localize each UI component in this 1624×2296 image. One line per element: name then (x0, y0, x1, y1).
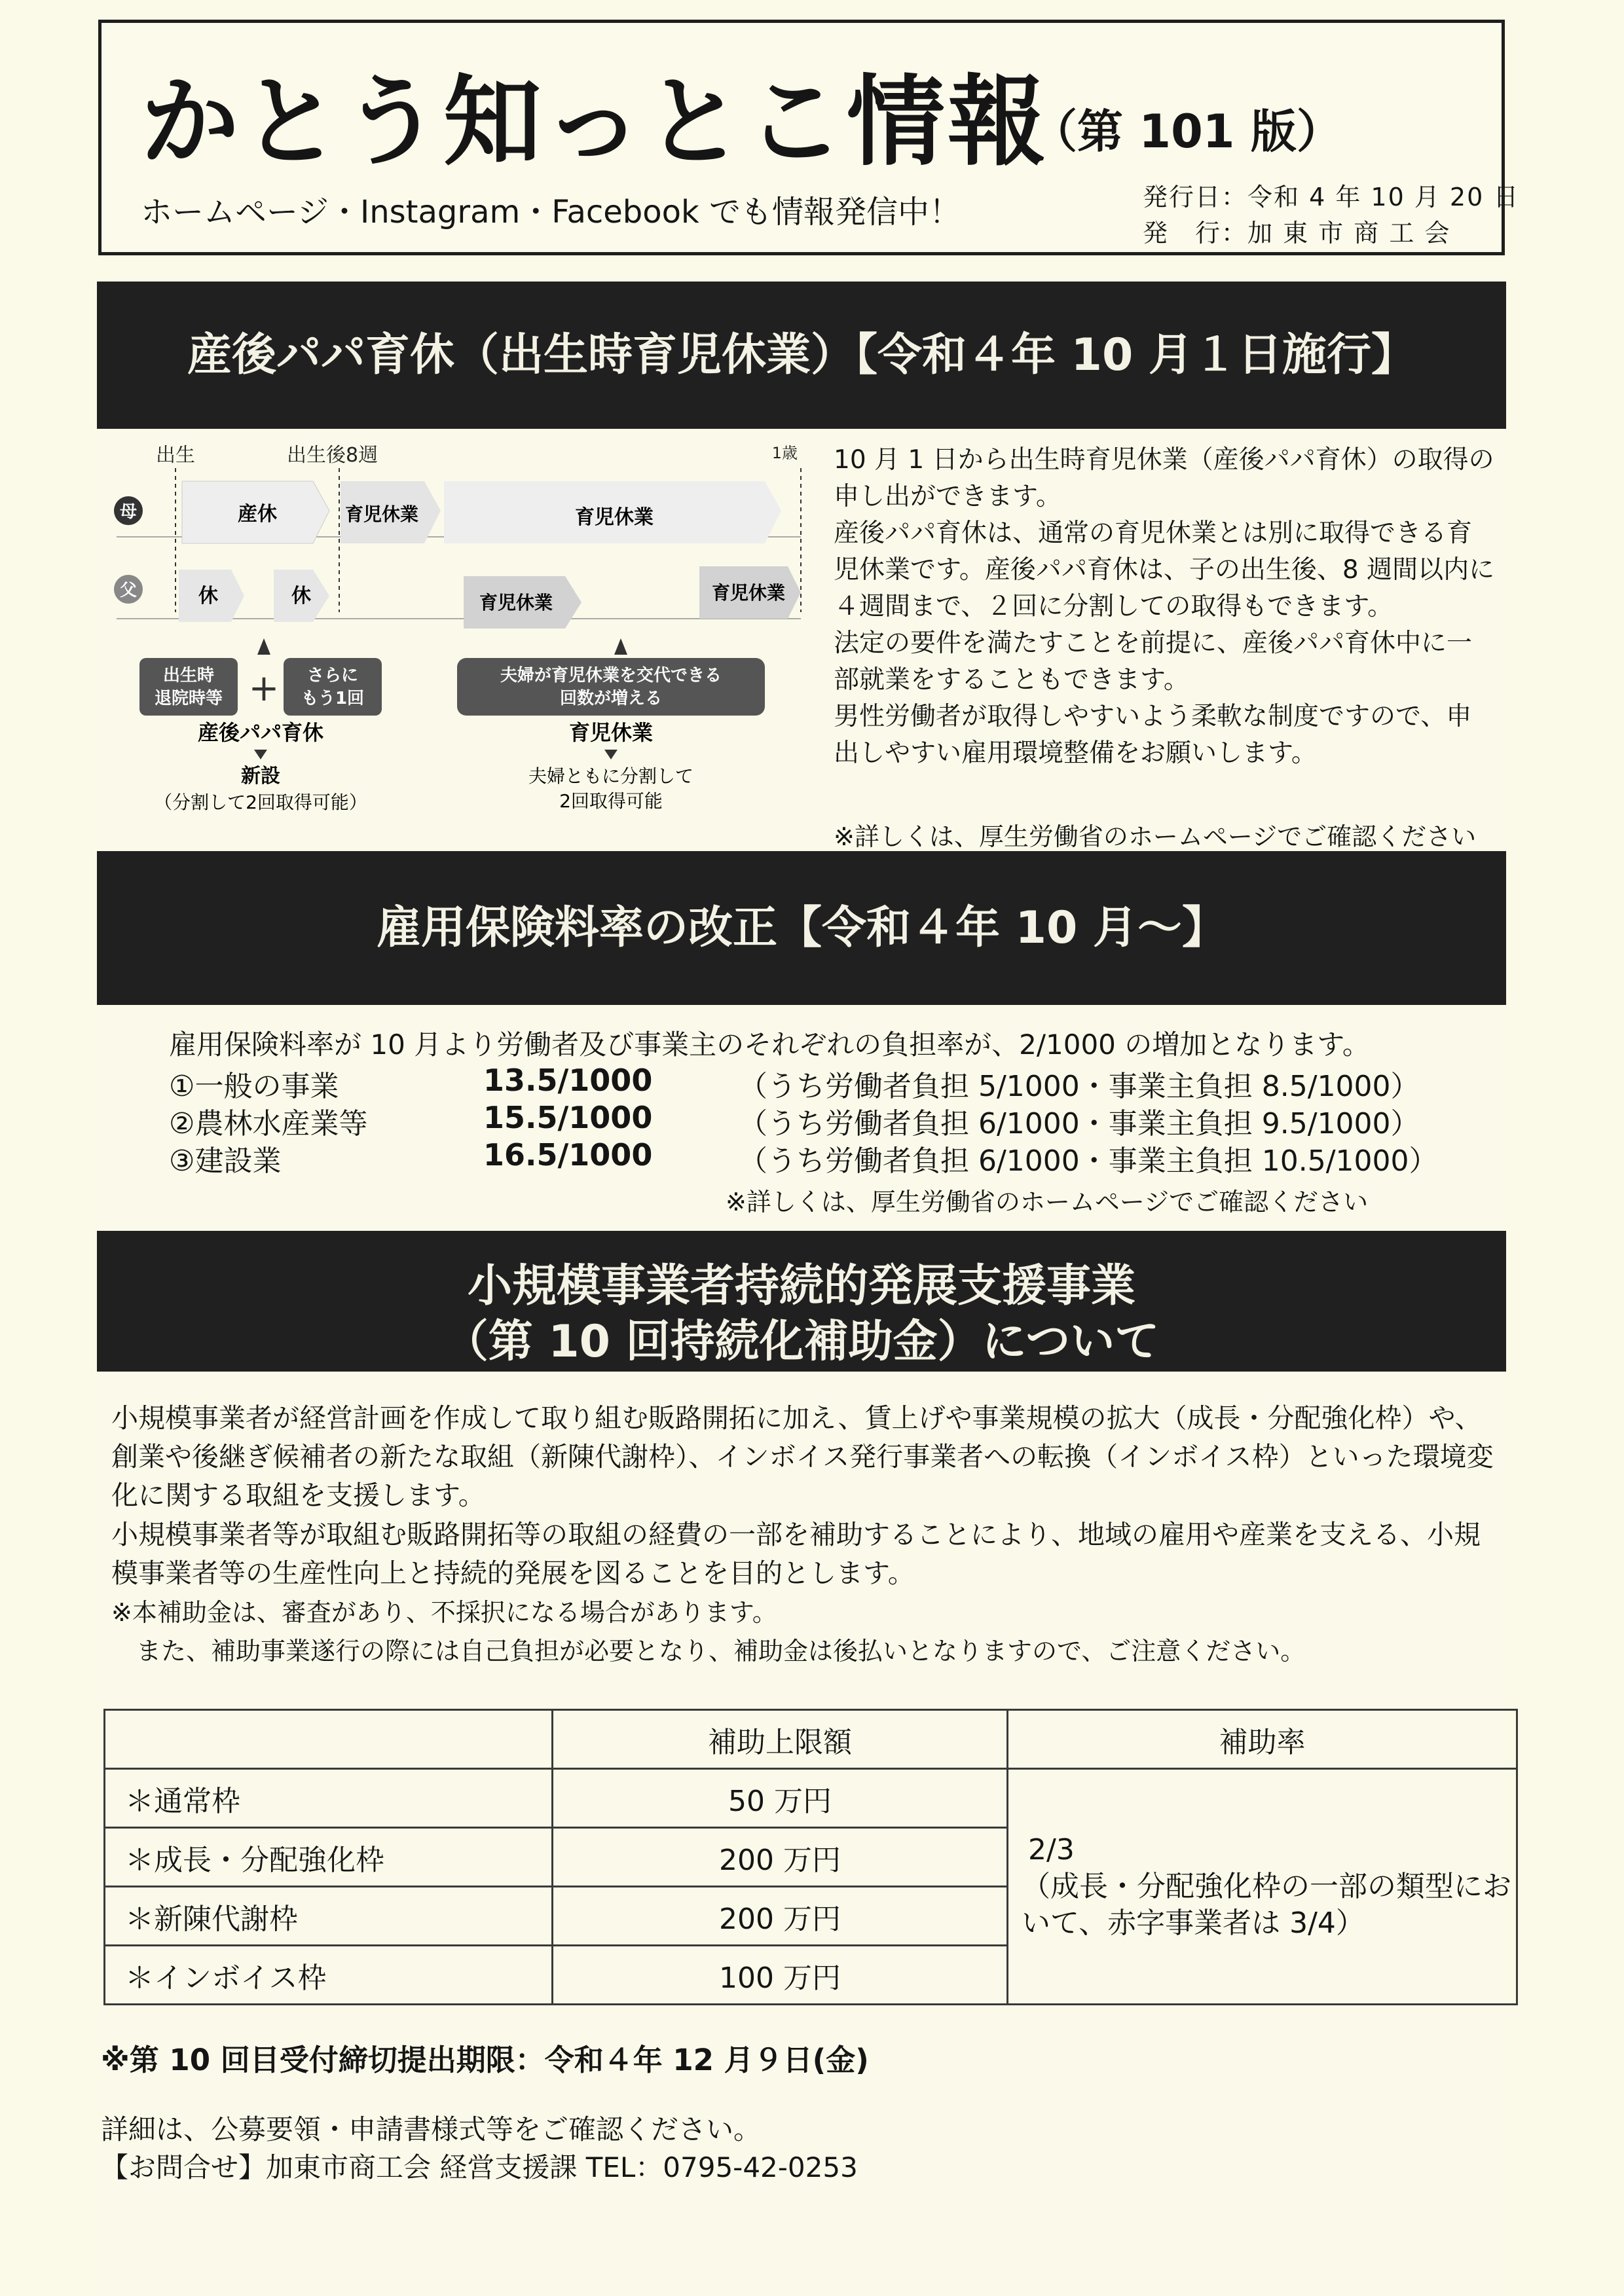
table-cell-name: ＊成長・分配強化枠 (105, 1828, 553, 1887)
couple-note-line1: 夫婦ともに分割して (528, 765, 694, 787)
rate-value: 15.5/1000 (483, 1100, 653, 1135)
rate-detail: （うち労働者負担 5/1000・事業主負担 8.5/1000） (739, 1070, 1420, 1103)
subsidy-note: ※本補助金は、審査があり、不採択になる場合があります。 (111, 1598, 777, 1627)
childcare-2: 育児休業 (575, 506, 654, 529)
table-header-blank (105, 1710, 553, 1769)
section1-text (834, 442, 1495, 772)
tagline: ホームページ・Instagram・Facebook でも情報発信中！ (141, 194, 961, 230)
table-header-limit: 補助上限額 (553, 1710, 1008, 1769)
mother-mark: 母 (119, 502, 138, 522)
contact-info: 【お問合せ】加東市商工会 経営支援課 TEL：0795-42-0253 (101, 2151, 858, 2183)
split-note: （分割して2回取得可能） (154, 792, 367, 813)
table-cell-rate (1008, 1769, 1517, 2005)
box1-left-line2: 退院時等 (154, 689, 223, 708)
table-cell-amount: 200 万円 (553, 1828, 1008, 1887)
section3-heading-line1: 小規模事業者持続的発展支援事業 (467, 1260, 1135, 1312)
father-childcare-1: 育児休業 (479, 592, 553, 613)
application-deadline: ※第 10 回目受付締切提出期限：令和４年 12 月９日(金) (101, 2043, 869, 2077)
section3-heading-line2: （第 10 回持続化補助金）について (443, 1316, 1160, 1368)
table-row (105, 1769, 1517, 1828)
box1-right-line2: もう1回 (301, 689, 365, 708)
table-cell-amount: 100 万円 (553, 1946, 1008, 2005)
newsletter-title: かとう知っとこ情報 (141, 65, 1049, 179)
table-header-rate: 補助率 (1008, 1710, 1517, 1769)
parental-leave-diagram (97, 429, 804, 851)
leave-a: 休 (198, 585, 218, 608)
section3-heading (97, 1231, 1506, 1372)
box2-line1: 夫婦が育児休業を交代できる (500, 666, 722, 685)
leave-b: 休 (291, 585, 311, 608)
label-childcare: 育児休業 (568, 720, 654, 745)
table-cell-name: ＊インボイス枠 (105, 1946, 553, 2005)
rate-name: ②農林水産業等 (169, 1107, 368, 1140)
age1-label: 1歳 (771, 444, 798, 462)
section1-paragraph: 10 月 1 日から出生時育児休業（産後パパ育休）の取得の申し出ができます。 (834, 445, 1494, 511)
subsidy-table (103, 1709, 1518, 2005)
rate-value: 16.5/1000 (483, 1137, 653, 1173)
box1-right-line1: さらに (306, 666, 359, 685)
couple-note-line2: 2回取得可能 (559, 790, 663, 812)
section1-paragraph: 法定の要件を満たすことを前提に、産後パパ育休中に一部就業をすることもできます。 (834, 629, 1473, 695)
box2-line2: 回数が増える (559, 689, 663, 708)
table-header-row (105, 1710, 1517, 1769)
subsidy-paragraph: 小規模事業者等が取組む販路開拓等の取組の経費の一部を補助することにより、地域の雇用や産業を支える、小規模事業者等の生産性向上と持続的発展を図ることを目的とします。 (111, 1519, 1481, 1589)
section1-heading: 産後パパ育休（出生時育児休業）【令和４年 10 月１日施行】 (97, 282, 1506, 429)
table-cell-amount: 200 万円 (553, 1887, 1008, 1946)
section3-body (97, 1372, 1511, 2296)
rate-name: ①一般の事業 (169, 1070, 339, 1103)
table-cell-amount: 50 万円 (553, 1769, 1008, 1828)
childcare-1: 育児休業 (344, 503, 419, 525)
section1-body (97, 429, 1506, 851)
table-cell-name: ＊通常枠 (105, 1769, 553, 1828)
label-papa: 産後パパ育休 (197, 720, 324, 745)
section2-heading: 雇用保険料率の改正【令和４年 10 月～】 (97, 851, 1506, 1005)
section2-intro: 雇用保険料率が 10 月より労働者及び事業主のそれぞれの負担率が、2/1000 の増加となります。 (169, 1029, 1370, 1061)
father-childcare-2: 育児休業 (711, 582, 786, 604)
rate-value: 13.5/1000 (483, 1063, 653, 1098)
new-label: 新設 (241, 765, 280, 788)
after8-label: 出生後8週 (287, 444, 378, 467)
issue-date: 発行日：令和 4 年 10 月 20 日 (1143, 183, 1520, 211)
section1-note: ※詳しくは、厚生労働省のホームページでご確認ください (834, 822, 1477, 851)
section2-body (97, 1005, 1506, 1231)
father-mark: 父 (119, 581, 138, 600)
box1-plus: + (248, 667, 280, 710)
publisher: 発 行：加 東 市 商 工 会 (1143, 219, 1451, 247)
rate-detail: （うち労働者負担 6/1000・事業主負担 9.5/1000） (739, 1107, 1420, 1140)
edition-number: （第 101 版） (1031, 105, 1342, 158)
box1-left-line1: 出生時 (162, 666, 215, 685)
table-cell-name: ＊新陳代謝枠 (105, 1887, 553, 1946)
mother-leave: 産休 (238, 503, 277, 526)
subsidy-paragraph: 小規模事業者が経営計画を作成して取り組む販路開拓に加え、賃上げや事業規模の拡大（成長・分配強化枠）や、創業や後継ぎ候補者の新たな取組（新陳代謝枠）、インボイス発行事業者への転換（インボイス枠）といった環境変化に関する取組を支援します。 (111, 1402, 1494, 1511)
rate-detail: （成長・分配強化枠の一部の類型において、赤字事業者は 3/4） (1022, 1869, 1511, 1940)
rate-main: 2/3 (1028, 1832, 1075, 1867)
birth-label: 出生 (156, 444, 195, 467)
subsidy-note: また、補助事業遂行の際には自己負担が必要となり、補助金は後払いとなりますので、ご注意ください。 (111, 1637, 1306, 1666)
section1-paragraph: 産後パパ育休は、通常の育児休業とは別に取得できる育児休業です。産後パパ育休は、子の出生後、8 週間以内に４週間まで、２回に分割しての取得もできます。 (834, 519, 1495, 621)
details-note: 詳細は、公募要領・申請書様式等をご確認ください。 (101, 2113, 762, 2145)
section1-paragraph: 男性労働者が取得しやすいよう柔軟な制度ですので、申出しやすい雇用環境整備をお願いします。 (834, 702, 1472, 768)
rate-name: ③建設業 (169, 1144, 282, 1178)
section2-note: ※詳しくは、厚生労働省のホームページでご確認ください (726, 1188, 1369, 1216)
newsletter-header (98, 20, 1520, 255)
rate-detail: （うち労働者負担 6/1000・事業主負担 10.5/1000） (739, 1144, 1438, 1178)
